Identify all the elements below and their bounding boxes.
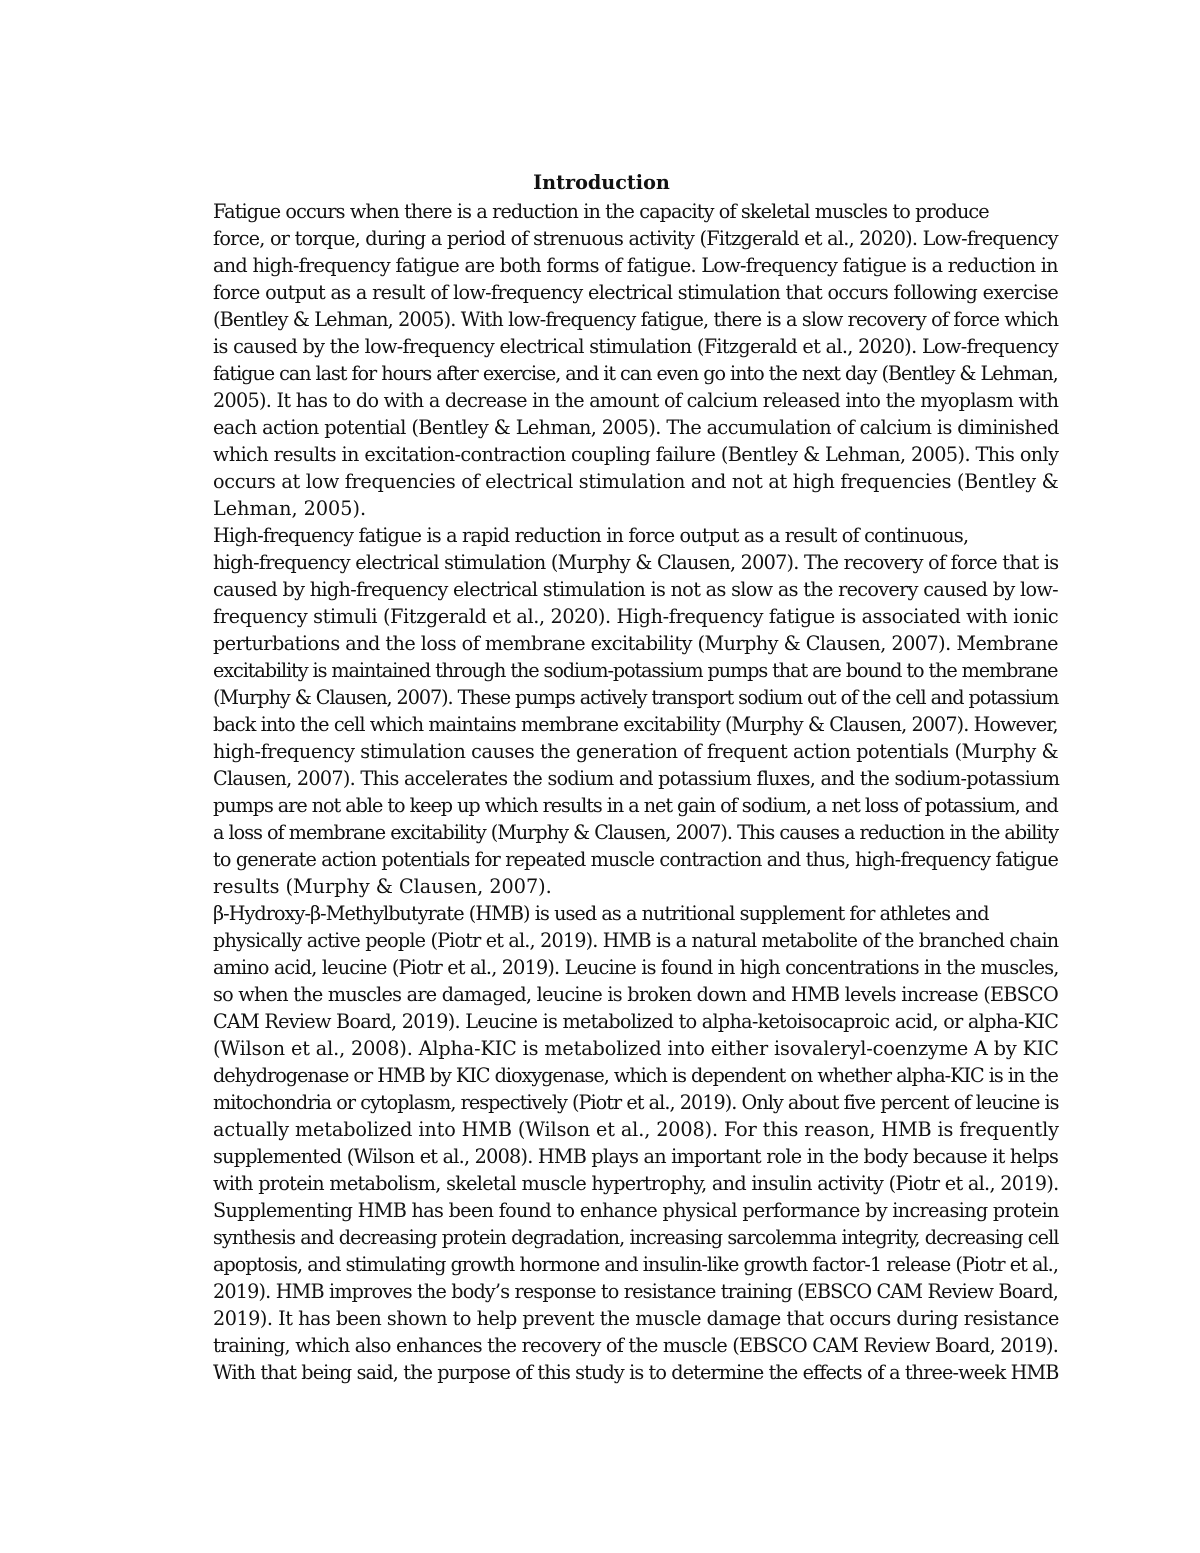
text-line: frequency stimuli (Fitzgerald et al., 2020). High-frequency fatigue is associated with ionic bbox=[213, 605, 1059, 628]
paragraph-1 bbox=[144, 198, 1059, 522]
section-title: Introduction bbox=[533, 171, 670, 194]
document-body bbox=[144, 168, 1059, 1386]
text-line: high-frequency electrical stimulation (Murphy & Clausen, 2007). The recovery of force that is bbox=[213, 551, 1059, 574]
text-line: back into the cell which maintains membrane excitability (Murphy & Clausen, 2007). However, bbox=[213, 713, 1058, 736]
text-line: β-Hydroxy-β-Methylbutyrate (HMB) is used as a nutritional supplement for athletes and bbox=[213, 902, 989, 925]
text-line: force output as a result of low-frequency electrical stimulation that occurs following exercise bbox=[213, 281, 1059, 304]
text-line: pumps are not able to keep up which results in a net gain of sodium, a net loss of potassium, and bbox=[213, 794, 1058, 817]
text-line: (Murphy & Clausen, 2007). These pumps actively transport sodium out of the cell and potassium bbox=[213, 686, 1059, 709]
text-line: supplemented (Wilson et al., 2008). HMB plays an important role in the body because it helps bbox=[213, 1145, 1059, 1168]
text-line: physically active people (Piotr et al., 2019). HMB is a natural metabolite of the branched chain bbox=[213, 929, 1059, 952]
text-line: fatigue can last for hours after exercise, and it can even go into the next day (Bentley & Lehman, bbox=[213, 362, 1058, 385]
text-line: and high-frequency fatigue are both forms of fatigue. Low-frequency fatigue is a reduction in bbox=[213, 254, 1058, 277]
text-line: 2005). It has to do with a decrease in the amount of calcium released into the myoplasm with bbox=[213, 389, 1059, 412]
text-line: caused by high-frequency electrical stimulation is not as slow as the recovery caused by low- bbox=[213, 578, 1058, 601]
text-line: High-frequency fatigue is a rapid reduction in force output as a result of continuous, bbox=[213, 524, 969, 547]
text-line: each action potential (Bentley & Lehman, 2005). The accumulation of calcium is diminished bbox=[213, 416, 1059, 439]
text-line: apoptosis, and stimulating growth hormone and insulin-like growth factor-1 release (Piotr et al., bbox=[213, 1253, 1058, 1276]
text-line: perturbations and the loss of membrane excitability (Murphy & Clausen, 2007). Membrane bbox=[213, 632, 1058, 655]
text-line: amino acid, leucine (Piotr et al., 2019). Leucine is found in high concentrations in the muscles, bbox=[213, 956, 1059, 979]
text-line: Clausen, 2007). This accelerates the sodium and potassium fluxes, and the sodium-potassium bbox=[213, 767, 1060, 790]
text-line: dehydrogenase or HMB by KIC dioxygenase, which is dependent on whether alpha-KIC is in the bbox=[213, 1064, 1058, 1087]
text-line: (Bentley & Lehman, 2005). With low-frequency fatigue, there is a slow recovery of force which bbox=[213, 308, 1059, 331]
text-line: excitability is maintained through the sodium-potassium pumps that are bound to the membrane bbox=[213, 659, 1058, 682]
text-line: Fatigue occurs when there is a reduction in the capacity of skeletal muscles to produce bbox=[213, 200, 989, 223]
text-line: 2019). HMB improves the body’s response to resistance training (EBSCO CAM Review Board, bbox=[213, 1280, 1059, 1303]
text-line: With that being said, the purpose of this study is to determine the effects of a three-week HMB bbox=[213, 1361, 1059, 1384]
text-line: actually metabolized into HMB (Wilson et al., 2008). For this reason, HMB is frequently bbox=[213, 1118, 1059, 1141]
text-line: 2019). It has been shown to help prevent the muscle damage that occurs during resistance bbox=[213, 1307, 1059, 1330]
text-line: Lehman, 2005). bbox=[213, 497, 367, 520]
text-line: training, which also enhances the recovery of the muscle (EBSCO CAM Review Board, 2019). bbox=[213, 1334, 1059, 1357]
text-line: so when the muscles are damaged, leucine is broken down and HMB levels increase (EBSCO bbox=[213, 983, 1059, 1006]
text-line: results (Murphy & Clausen, 2007). bbox=[213, 875, 552, 898]
text-line: CAM Review Board, 2019). Leucine is metabolized to alpha-ketoisocaproic acid, or alpha-KIC bbox=[213, 1010, 1059, 1033]
text-line: (Wilson et al., 2008). Alpha-KIC is metabolized into either isovaleryl-coenzyme A by KIC bbox=[213, 1037, 1059, 1060]
text-line: occurs at low frequencies of electrical stimulation and not at high frequencies (Bentley & bbox=[213, 470, 1059, 493]
paragraph-3 bbox=[144, 900, 1059, 1386]
text-line: to generate action potentials for repeated muscle contraction and thus, high-frequency fatigue bbox=[213, 848, 1058, 871]
text-line: with protein metabolism, skeletal muscle hypertrophy, and insulin activity (Piotr et al., 2019). bbox=[213, 1172, 1059, 1195]
text-line: is caused by the low-frequency electrical stimulation (Fitzgerald et al., 2020). Low-frequency bbox=[213, 335, 1059, 358]
paragraph-2 bbox=[144, 522, 1059, 900]
text-line: a loss of membrane excitability (Murphy & Clausen, 2007). This causes a reduction in the ability bbox=[213, 821, 1059, 844]
text-line: force, or torque, during a period of strenuous activity (Fitzgerald et al., 2020). Low-frequency bbox=[213, 227, 1058, 250]
text-line: Supplementing HMB has been found to enhance physical performance by increasing protein bbox=[213, 1199, 1059, 1222]
text-line: mitochondria or cytoplasm, respectively (Piotr et al., 2019). Only about five percent of leucine is bbox=[213, 1091, 1059, 1114]
text-line: synthesis and decreasing protein degradation, increasing sarcolemma integrity, decreasing cell bbox=[213, 1226, 1059, 1249]
text-line: which results in excitation-contraction coupling failure (Bentley & Lehman, 2005). This only bbox=[213, 443, 1059, 466]
text-line: high-frequency stimulation causes the generation of frequent action potentials (Murphy & bbox=[213, 740, 1059, 763]
